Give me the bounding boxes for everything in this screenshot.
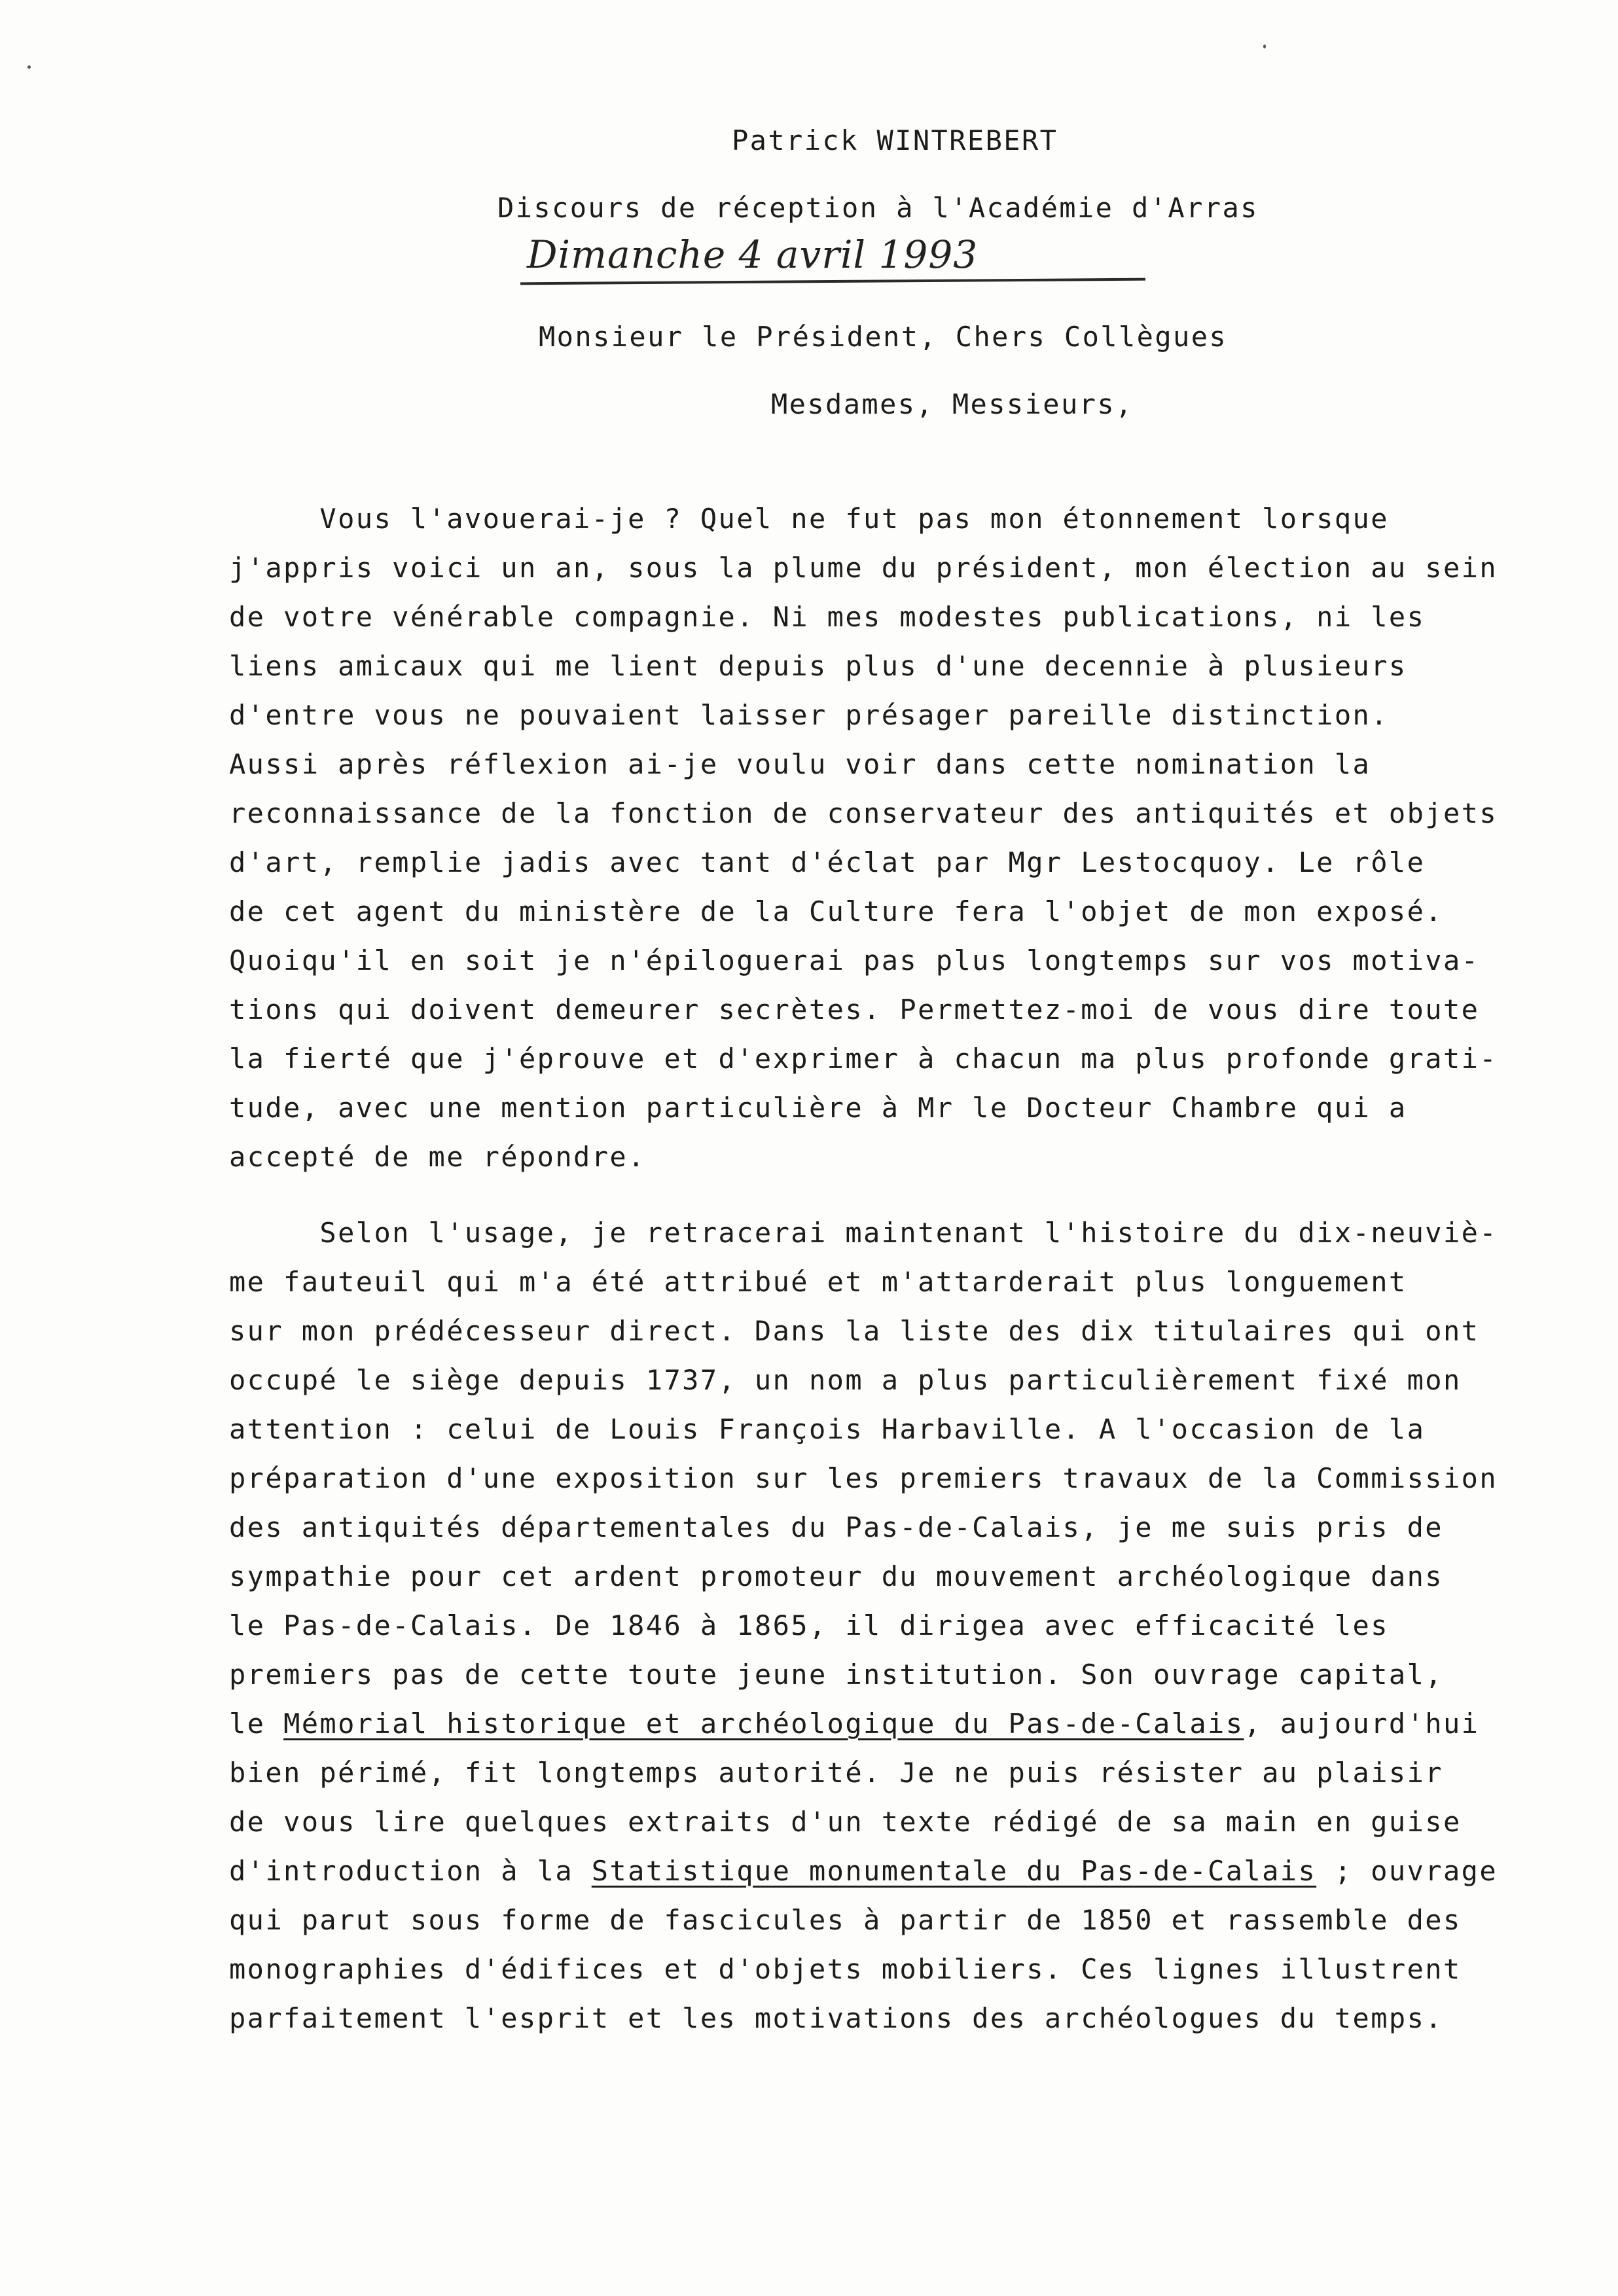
text-line: Aussi après réflexion ai-je voulu voir dans cette nomination la <box>229 748 1371 780</box>
handwritten-date: Dimanche 4 avril 1993 <box>527 232 979 277</box>
text-line: attention : celui de Louis François Harbaville. A l'occasion de la <box>229 1413 1426 1445</box>
text-line: occupé le siège depuis 1737, un nom a plus particulièrement fixé mon <box>229 1364 1462 1396</box>
text-line: Selon l'usage, je retracerai maintenant l'histoire du dix-neuviè- <box>229 1217 1498 1249</box>
scan-speck <box>27 65 31 69</box>
text-line: de votre vénérable compagnie. Ni mes modestes publications, ni les <box>229 601 1426 633</box>
text-line: bien périmé, fit longtemps autorité. Je ne puis résister au plaisir <box>229 1757 1443 1789</box>
text-fragment: , aujourd'hui <box>1244 1708 1480 1740</box>
text-line: tions qui doivent demeurer secrètes. Permettez-moi de vous dire toute <box>229 994 1480 1026</box>
text-line: sur mon prédécesseur direct. Dans la liste des dix titulaires qui ont <box>229 1315 1480 1347</box>
text-line: des antiquités départementales du Pas-de-Calais, je me suis pris de <box>229 1511 1443 1543</box>
author-name: Patrick WINTREBERT <box>732 124 1058 156</box>
text-line: préparation d'une exposition sur les premiers travaux de la Commission <box>229 1462 1498 1494</box>
text-line: tude, avec une mention particulière à Mr le Docteur Chambre qui a <box>229 1092 1407 1124</box>
text-line: qui parut sous forme de fascicules à partir de 1850 et rassemble des <box>229 1904 1462 1936</box>
text-line: de cet agent du ministère de la Culture fera l'objet de mon exposé. <box>229 895 1443 927</box>
text-line: de vous lire quelques extraits d'un texte rédigé de sa main en guise <box>229 1806 1462 1838</box>
text-fragment: d'introduction à la <box>229 1855 592 1887</box>
text-line: d'art, remplie jadis avec tant d'éclat par Mgr Lestocquoy. Le rôle <box>229 846 1426 878</box>
text-line: liens amicaux qui me lient depuis plus d'une decennie à plusieurs <box>229 650 1407 682</box>
underlined-book-title: Mémorial historique et archéologique du Pas-de-Calais <box>283 1708 1244 1740</box>
text-line: la fierté que j'éprouve et d'exprimer à chacun ma plus profonde grati- <box>229 1043 1498 1075</box>
text-line: parfaitement l'esprit et les motivations des archéologues du temps. <box>229 2002 1443 2034</box>
speech-subtitle: Discours de réception à l'Académie d'Arras <box>497 192 1259 224</box>
salutation-line-1: Monsieur le Président, Chers Collègues <box>539 321 1228 353</box>
text-line: d'entre vous ne pouvaient laisser présager pareille distinction. <box>229 699 1389 731</box>
text-line: Vous l'avouerai-je ? Quel ne fut pas mon étonnement lorsque <box>229 503 1389 535</box>
text-line: j'appris voici un an, sous la plume du président, mon élection au sein <box>229 552 1498 584</box>
underlined-book-title: Statistique monumentale du Pas-de-Calais <box>591 1855 1317 1887</box>
handwritten-underline <box>520 278 1145 285</box>
text-line: Quoiqu'il en soit je n'épiloguerai pas plus longtemps sur vos motiva- <box>229 944 1480 977</box>
text-line: le Pas-de-Calais. De 1846 à 1865, il dirigea avec efficacité les <box>229 1609 1389 1641</box>
scan-speck <box>1263 45 1266 48</box>
text-fragment: ; ouvrage <box>1316 1855 1498 1887</box>
text-line: accepté de me répondre. <box>229 1141 646 1173</box>
text-line: sympathie pour cet ardent promoteur du mouvement archéologique dans <box>229 1560 1443 1592</box>
text-line: monographies d'édifices et d'objets mobiliers. Ces lignes illustrent <box>229 1953 1462 1985</box>
text-line: reconnaissance de la fonction de conservateur des antiquités et objets <box>229 797 1498 829</box>
text-line-statistique <box>229 1857 1498 1885</box>
salutation-line-2: Mesdames, Messieurs, <box>771 388 1134 420</box>
text-line: premiers pas de cette toute jeune institution. Son ouvrage capital, <box>229 1659 1443 1691</box>
text-line: me fauteuil qui m'a été attribué et m'attarderait plus longuement <box>229 1266 1407 1298</box>
text-line-memorial <box>229 1710 1479 1738</box>
text-fragment: le <box>229 1708 284 1740</box>
